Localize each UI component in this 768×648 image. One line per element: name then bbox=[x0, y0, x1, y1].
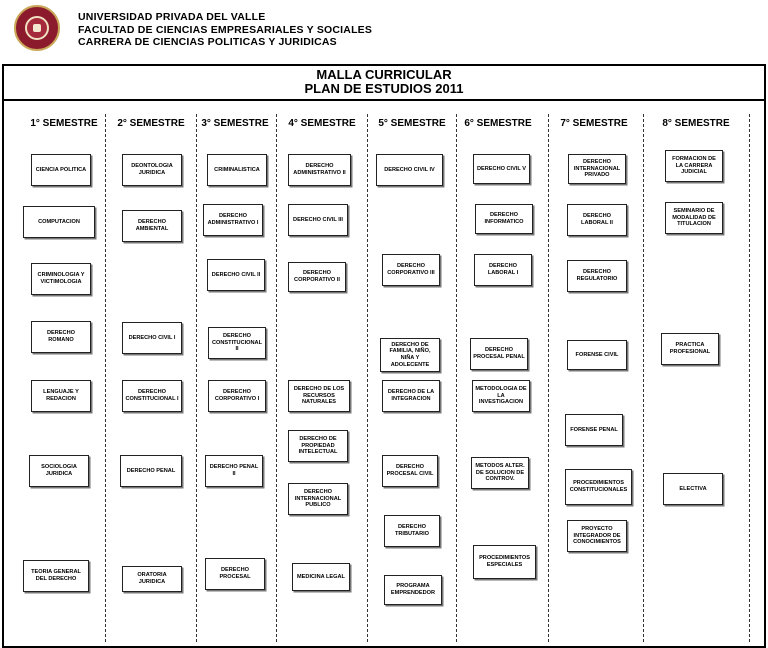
course-box: DERECHO CONSTITUCIONAL I bbox=[122, 380, 182, 412]
course-box: DERECHO CORPORATIVO I bbox=[208, 380, 266, 412]
course-box: MEDICINA LEGAL bbox=[292, 563, 350, 591]
university-name: UNIVERSIDAD PRIVADA DEL VALLE bbox=[78, 11, 266, 23]
course-box: DERECHO PENAL II bbox=[205, 455, 263, 487]
seal-emblem bbox=[33, 24, 41, 32]
column-divider bbox=[367, 114, 368, 642]
course-box: DERECHO ADMINISTRATIVO II bbox=[288, 154, 351, 186]
column-divider bbox=[456, 114, 457, 642]
course-box: PROCEDIMIENTOS ESPECIALES bbox=[473, 545, 536, 579]
course-box: COMPUTACION bbox=[23, 206, 95, 238]
course-box: FORMACION DE LA CARRERA JUDICIAL bbox=[665, 150, 723, 182]
course-box: DERECHO DE PROPIEDAD INTELECTUAL bbox=[288, 430, 348, 462]
semester-5-header: 5° SEMESTRE bbox=[378, 118, 446, 129]
page-subtitle: PLAN DE ESTUDIOS 2011 bbox=[304, 81, 464, 96]
course-box: FORENSE CIVIL bbox=[567, 340, 627, 370]
column-divider bbox=[548, 114, 549, 642]
course-box: PROYECTO INTEGRADOR DE CONOCIMIENTOS bbox=[567, 520, 627, 552]
course-box: METODOLOGIA DE LA INVESTIGACION bbox=[472, 380, 530, 412]
course-box: TEORIA GENERAL DEL DERECHO bbox=[23, 560, 89, 592]
column-divider bbox=[749, 114, 750, 642]
column-divider bbox=[105, 114, 106, 642]
course-box: DERECHO DE LA INTEGRACION bbox=[382, 380, 440, 412]
course-box: DERECHO TRIBUTARIO bbox=[384, 515, 440, 547]
seal-inner-ring bbox=[25, 16, 49, 40]
course-box: DERECHO INTERNACIONAL PUBLICO bbox=[288, 483, 348, 515]
column-divider bbox=[643, 114, 644, 642]
semester-1-header: 1° SEMESTRE bbox=[30, 118, 98, 129]
course-box: DERECHO INTERNACIONAL PRIVADO bbox=[568, 154, 626, 184]
course-box: DERECHO LABORAL I bbox=[474, 254, 532, 286]
title-box bbox=[2, 64, 766, 101]
course-box: FORENSE PENAL bbox=[565, 414, 623, 446]
institution-header bbox=[78, 11, 372, 49]
course-box: CRIMINALISTICA bbox=[207, 154, 267, 186]
course-box: DEONTOLOGIA JURIDICA bbox=[122, 154, 182, 186]
course-box: DERECHO PROCESAL bbox=[205, 558, 265, 590]
course-box: DERECHO ROMANO bbox=[31, 321, 91, 353]
course-box: DERECHO CIVIL III bbox=[288, 204, 348, 236]
course-box: DERECHO AMBIENTAL bbox=[122, 210, 182, 242]
course-box: CIENCIA POLITICA bbox=[31, 154, 91, 186]
course-box: DERECHO PROCESAL PENAL bbox=[470, 338, 528, 370]
course-box: LENGUAJE Y REDACION bbox=[31, 380, 91, 412]
semester-3-header: 3° SEMESTRE bbox=[201, 118, 269, 129]
course-box: ELECTIVA bbox=[663, 473, 723, 505]
course-box: PROGRAMA EMPRENDEDOR bbox=[384, 575, 442, 605]
course-box: DERECHO CORPORATIVO III bbox=[382, 254, 440, 286]
course-box: DERECHO REGULATORIO bbox=[567, 260, 627, 292]
course-box: SOCIOLOGIA JURIDICA bbox=[29, 455, 89, 487]
career-name: CARRERA DE CIENCIAS POLITICAS Y JURIDICAS bbox=[78, 36, 337, 48]
course-box: DERECHO PROCESAL CIVIL bbox=[382, 455, 438, 487]
course-box: DERECHO DE FAMILIA, NIÑO, NIÑA Y ADOLECENTE bbox=[380, 338, 440, 372]
faculty-name: FACULTAD DE CIENCIAS EMPRESARIALES Y SOCIALES bbox=[78, 23, 373, 36]
course-box: DERECHO CIVIL V bbox=[473, 154, 530, 184]
semester-6-header: 6° SEMESTRE bbox=[464, 118, 532, 129]
course-box: DERECHO CIVIL IV bbox=[376, 154, 443, 186]
semester-8-header: 8° SEMESTRE bbox=[662, 118, 730, 129]
course-box: PROCEDIMIENTOS CONSTITUCIONALES bbox=[565, 469, 632, 505]
course-box: DERECHO INFORMATICO bbox=[475, 204, 533, 234]
page-title: MALLA CURRICULAR bbox=[316, 67, 452, 82]
course-box: DERECHO CIVIL II bbox=[207, 259, 265, 291]
course-box: DERECHO CONSTITUCIONAL II bbox=[208, 327, 266, 359]
column-divider bbox=[196, 114, 197, 642]
course-box: ORATORIA JURIDICA bbox=[122, 566, 182, 592]
course-box: SEMINARIO DE MODALIDAD DE TITULACION bbox=[665, 202, 723, 234]
course-box: DERECHO ADMINISTRATIVO I bbox=[203, 204, 263, 236]
course-box: DERECHO CIVIL I bbox=[122, 322, 182, 354]
course-box: DERECHO LABORAL II bbox=[567, 204, 627, 236]
column-divider bbox=[276, 114, 277, 642]
semester-4-header: 4° SEMESTRE bbox=[288, 118, 356, 129]
course-box: DERECHO CORPORATIVO II bbox=[288, 262, 346, 292]
university-seal-icon bbox=[14, 5, 60, 51]
semester-2-header: 2° SEMESTRE bbox=[117, 118, 185, 129]
course-box: DERECHO PENAL bbox=[120, 455, 182, 487]
course-box: METODOS ALTER. DE SOLUCION DE CONTROV. bbox=[471, 457, 529, 489]
course-box: CRIMINOLOGIA Y VICTIMOLOGIA bbox=[31, 263, 91, 295]
semester-7-header: 7° SEMESTRE bbox=[560, 118, 628, 129]
course-box: DERECHO DE LOS RECURSOS NATURALES bbox=[288, 380, 350, 412]
course-box: PRACTICA PROFESIONAL bbox=[661, 333, 719, 365]
